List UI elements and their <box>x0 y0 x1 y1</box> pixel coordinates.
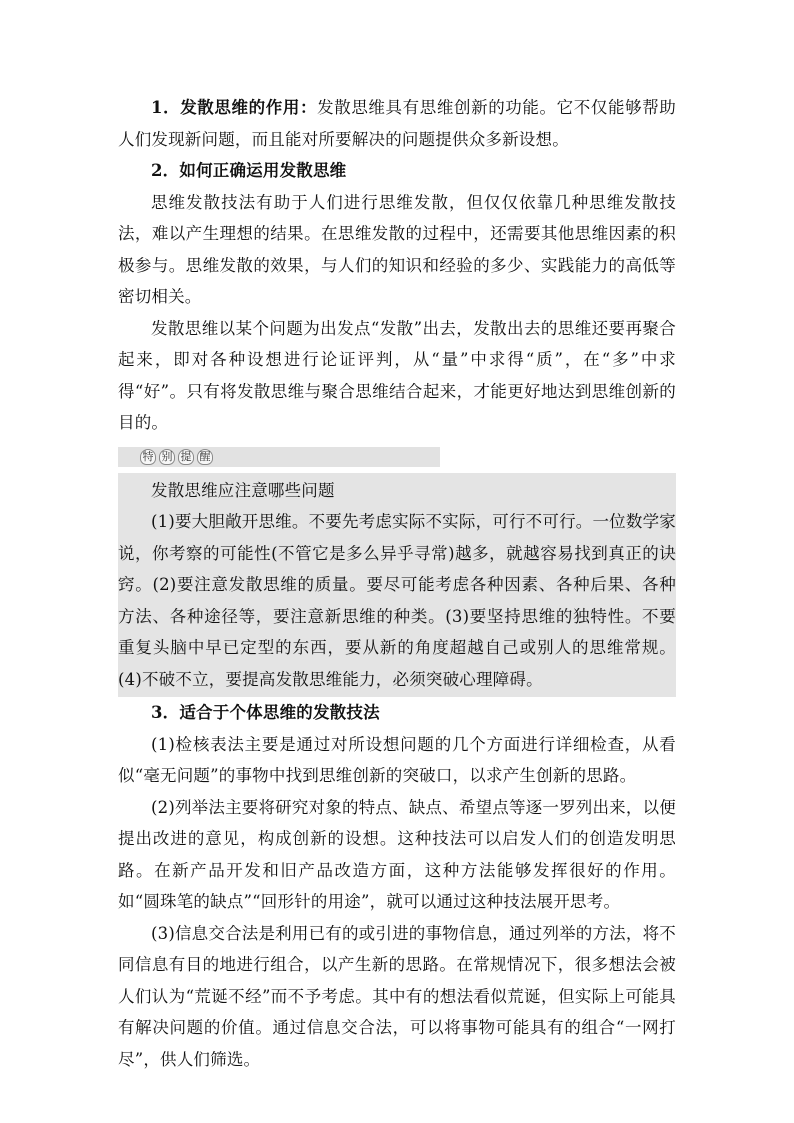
tip-title: 发散思维应注意哪些问题 <box>151 480 335 500</box>
section3-paragraph-2: (2)列举法主要将研究对象的特点、缺点、希望点等逐一罗列出来，以便提出改进的意见，构成创新的设想。这种技法可以启发人们的创造发明思路。在新产品开发和旧产品改造方面，这种方法能够发挥很好的作用。如“圆珠笔的缺点”“回形针的用途”，就可以通过这种技法展开思考。 <box>118 797 676 911</box>
tip-badge-char-4: 醒 <box>197 449 213 465</box>
tip-badge <box>140 449 213 465</box>
section2-paragraph-2: 发散思维以某个问题为出发点“发散”出去，发散出去的思维还要再聚合起来，即对各种设想进行论证评判，从“量”中求得“质”，在“多”中求得“好”。只有将发散思维与聚合思维结合起来，才能更好地达到思维创新的目的。 <box>118 318 676 432</box>
document-page <box>118 92 676 1075</box>
tip-badge-char-3: 提 <box>178 449 194 465</box>
section3-heading: 3．适合于个体思维的发散技法 <box>151 703 380 722</box>
section3-paragraph-3: (3)信息交合法是利用已有的或引进的事物信息，通过列举的方法，将不同信息有目的地进行组合，以产生新的思路。在常规情况下，很多想法会被人们认为“荒诞不经”而不予考虑。其中有的想法看似荒诞，但实际上可能具有解决问题的价值。通过信息交合法，可以将事物可能具有的组合“一网打尽”，供人们筛选。 <box>118 923 676 1069</box>
section2-paragraph-1: 思维发散技法有助于人们进行思维发散，但仅仅依靠几种思维发散技法，难以产生理想的结果。在思维发散的过程中，还需要其他思维因素的积极参与。思维发散的效果，与人们的知识和经验的多少、实践能力的高低等密切相关。 <box>118 192 676 306</box>
section2-heading: 2．如何正确运用发散思维 <box>151 161 347 180</box>
tip-box <box>118 473 676 698</box>
tip-header-bar <box>118 447 440 467</box>
section1-text: 发散思维具有思维创新的功能。它不仅能够帮助人们发现新问题，而且能对所要解决的问题提供众多新设想。 <box>118 98 677 149</box>
section1-paragraph <box>118 92 676 155</box>
tip-body: (1)要大胆敞开思维。不要先考虑实际不实际，可行不可行。一位数学家说，你考察的可能性(不管它是多么异乎寻常)越多，就越容易找到真正的诀窍。(2)要注意发散思维的质量。要尽可能考虑各种因素、各种后果、各种方法、各种途径等，要注意新思维的种类。(3)要坚持思维的独特性。不要重复头脑中早已定型的东西，要从新的角度超越自己或别人的思维常规。(4)不破不立，要提高发散思维能力，必须突破心理障碍。 <box>118 512 676 689</box>
section3-paragraph-1: (1)检核表法主要是通过对所设想问题的几个方面进行详细检查，从看似“毫无问题”的事物中找到思维创新的突破口，以求产生创新的思路。 <box>118 734 676 785</box>
tip-badge-char-1: 特 <box>140 449 156 465</box>
tip-badge-char-2: 别 <box>159 449 175 465</box>
section1-lead: 1．发散思维的作用： <box>151 98 318 117</box>
